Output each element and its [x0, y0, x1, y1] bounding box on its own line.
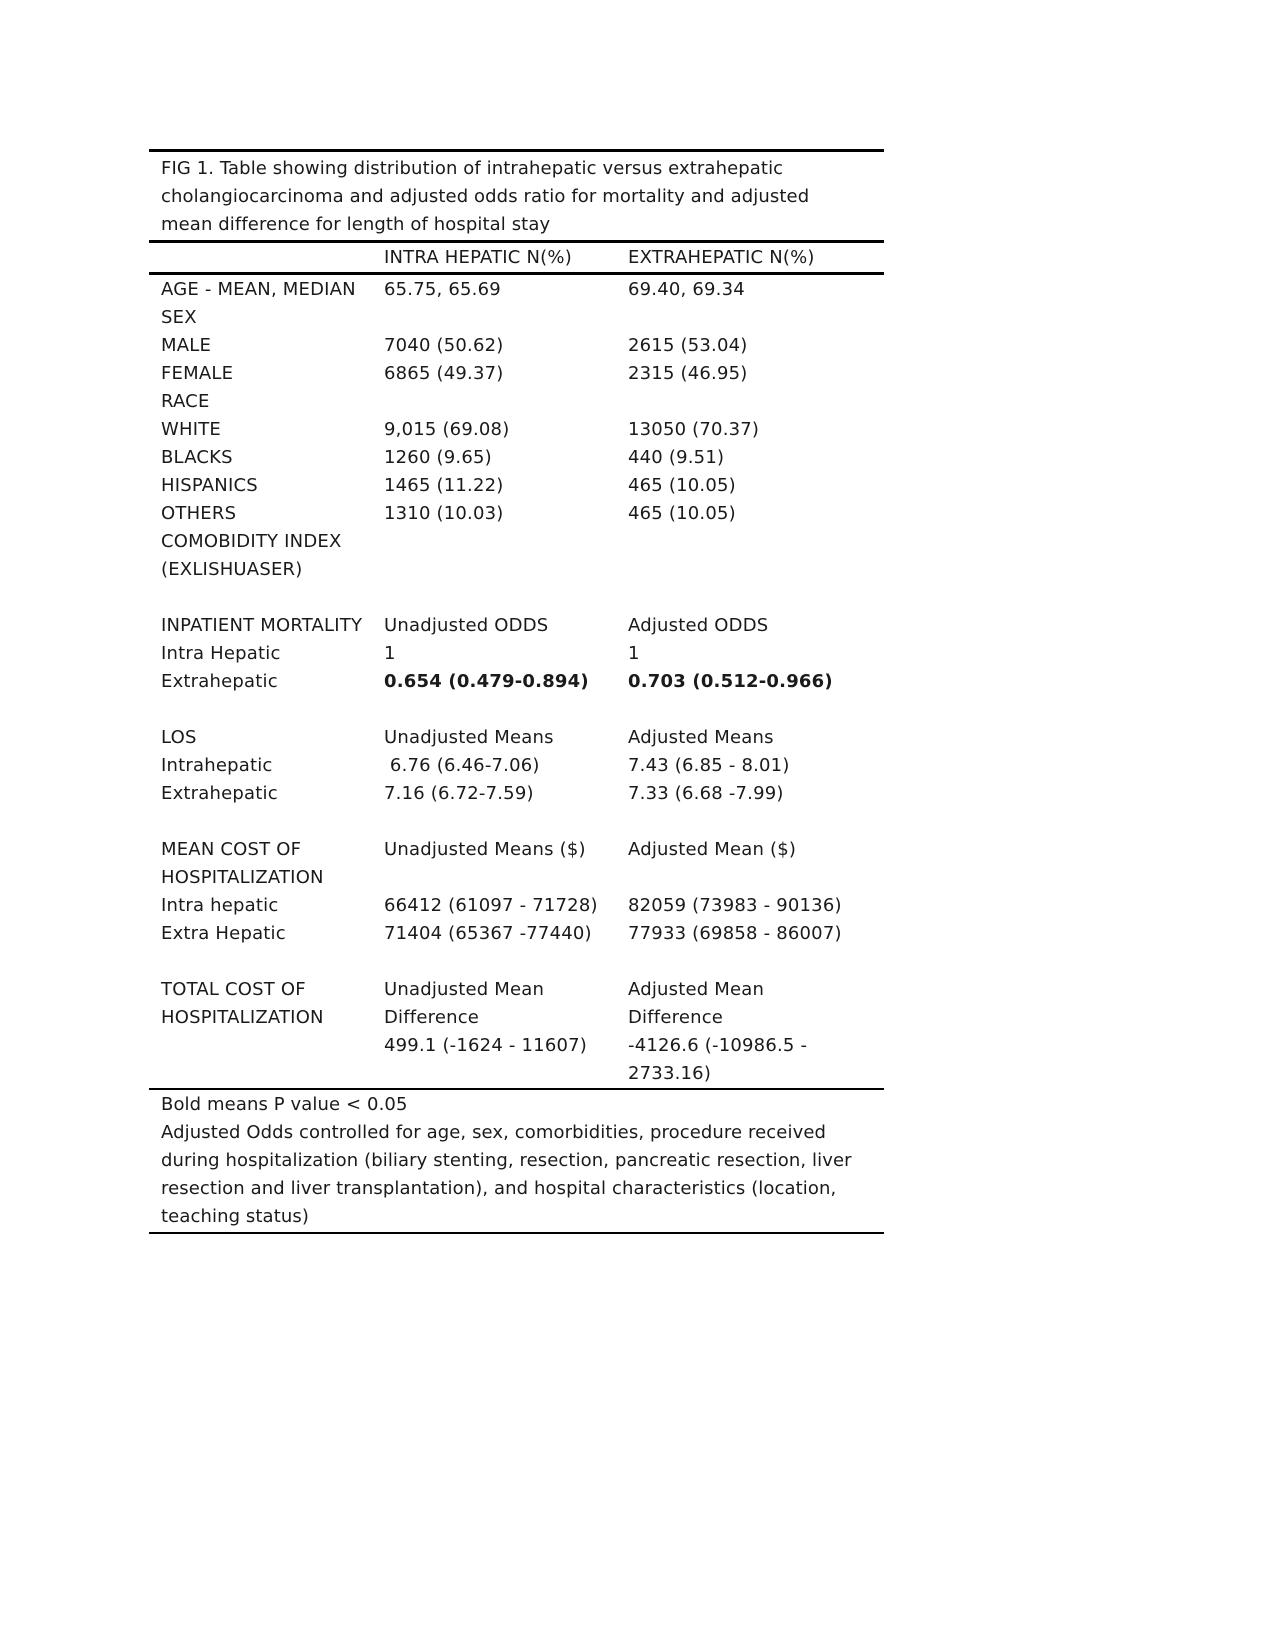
- table-cell: 465 (10.05): [628, 475, 736, 496]
- table-cell: -4126.6 (-10986.5 -: [628, 1035, 808, 1056]
- table-row: [149, 976, 884, 1004]
- table-cell: 69.40, 69.34: [628, 279, 745, 300]
- table-body: [149, 275, 884, 1088]
- table-cell: 7.43 (6.85 - 8.01): [628, 755, 790, 776]
- table-row: [149, 276, 884, 304]
- table-cell: [384, 1060, 628, 1088]
- caption-line: mean difference for length of hospital stay: [161, 214, 551, 235]
- row-label: OTHERS: [161, 503, 237, 524]
- table-cell: [628, 388, 884, 416]
- column-header: [149, 244, 384, 272]
- row-label: COMOBIDITY INDEX: [161, 531, 342, 552]
- row-label: LOS: [161, 727, 197, 748]
- row-label: INPATIENT MORTALITY: [161, 615, 363, 636]
- caption-line: cholangiocarcinoma and adjusted odds ratio for mortality and adjusted: [161, 186, 810, 207]
- table-cell: 82059 (73983 - 90136): [628, 895, 842, 916]
- column-header-row: [149, 243, 884, 272]
- table-cell: Unadjusted Means: [384, 727, 554, 748]
- table-cell: 9,015 (69.08): [384, 419, 510, 440]
- footnote-line: Bold means P value < 0.05: [161, 1094, 408, 1115]
- table-row: [149, 360, 884, 388]
- table-row: [149, 892, 884, 920]
- table-row: [149, 612, 884, 640]
- table-cell: [628, 304, 884, 332]
- row-label: Extrahepatic: [161, 783, 278, 804]
- table-cell: 7.16 (6.72-7.59): [384, 783, 534, 804]
- row-label: Extra Hepatic: [161, 923, 286, 944]
- table-cell: [384, 528, 628, 556]
- table-row: [149, 724, 884, 752]
- row-label: AGE - MEAN, MEDIAN: [161, 279, 356, 300]
- table-row: [149, 780, 884, 808]
- spacer-row: [149, 584, 884, 612]
- row-label: Extrahepatic: [161, 671, 278, 692]
- table-row: [149, 528, 884, 556]
- table-cell: 13050 (70.37): [628, 419, 760, 440]
- table-cell: 65.75, 65.69: [384, 279, 501, 300]
- table-cell: 6.76 (6.46-7.06): [384, 755, 540, 776]
- spacer-row: [149, 696, 884, 724]
- table-cell: 2315 (46.95): [628, 363, 748, 384]
- row-label: Intra Hepatic: [161, 643, 281, 664]
- table-cell: 1: [628, 643, 640, 664]
- table-row: [149, 1060, 884, 1088]
- table-cell: 1310 (10.03): [384, 503, 504, 524]
- caption-line: FIG 1. Table showing distribution of intrahepatic versus extrahepatic: [161, 158, 784, 179]
- table-cell: Unadjusted ODDS: [384, 615, 549, 636]
- table-cell: 0.654 (0.479-0.894): [384, 671, 589, 692]
- table-row: [149, 640, 884, 668]
- row-label: RACE: [161, 391, 210, 412]
- table-cell: Unadjusted Mean: [384, 979, 545, 1000]
- table-cell: [384, 556, 628, 584]
- table-row: [149, 752, 884, 780]
- table-row: [149, 500, 884, 528]
- row-label: TOTAL COST OF: [161, 979, 306, 1000]
- table-cell: Adjusted Mean ($): [628, 839, 797, 860]
- table-cell: 440 (9.51): [628, 447, 725, 468]
- table-cell: 1465 (11.22): [384, 475, 504, 496]
- table-footnote: [149, 1090, 884, 1232]
- column-header-extrahepatic: EXTRAHEPATIC N(%): [628, 247, 815, 268]
- row-label: HISPANICS: [161, 475, 258, 496]
- table-cell: 7.33 (6.68 -7.99): [628, 783, 784, 804]
- table-cell: Difference: [384, 1007, 480, 1028]
- row-label: MEAN COST OF: [161, 839, 302, 860]
- table-cell: 6865 (49.37): [384, 363, 504, 384]
- table-cell: [384, 304, 628, 332]
- table-cell: 1260 (9.65): [384, 447, 492, 468]
- row-label: [149, 1060, 384, 1088]
- table-row: [149, 304, 884, 332]
- row-label: Intra hepatic: [161, 895, 279, 916]
- footnote-line: during hospitalization (biliary stenting, resection, pancreatic resection, liver: [161, 1150, 852, 1171]
- table-cell: 71404 (65367 -77440): [384, 923, 592, 944]
- table-cell: 77933 (69858 - 86007): [628, 923, 842, 944]
- table-row: [149, 444, 884, 472]
- table-cell: 499.1 (-1624 - 11607): [384, 1035, 587, 1056]
- table-cell: Difference: [628, 1007, 724, 1028]
- table-row: [149, 836, 884, 864]
- column-header-intrahepatic: INTRA HEPATIC N(%): [384, 247, 572, 268]
- footnote-line: teaching status): [161, 1206, 309, 1227]
- row-label: SEX: [161, 307, 197, 328]
- table-row: [149, 864, 884, 892]
- row-label: WHITE: [161, 419, 222, 440]
- table-cell: 1: [384, 643, 396, 664]
- row-label: Intrahepatic: [161, 755, 273, 776]
- table-row: [149, 416, 884, 444]
- table-row: [149, 332, 884, 360]
- bottom-rule: [149, 1232, 884, 1234]
- table-row: [149, 472, 884, 500]
- table-figure: [149, 149, 884, 1234]
- table-cell: 66412 (61097 - 71728): [384, 895, 598, 916]
- spacer-row: [149, 808, 884, 836]
- table-cell: 465 (10.05): [628, 503, 736, 524]
- row-label: [149, 1032, 384, 1060]
- table-cell: [628, 556, 884, 584]
- footnote-line: Adjusted Odds controlled for age, sex, comorbidities, procedure received: [161, 1122, 827, 1143]
- table-cell: Adjusted Mean: [628, 979, 765, 1000]
- table-cell: 7040 (50.62): [384, 335, 504, 356]
- table-row: [149, 1004, 884, 1032]
- table-cell: Adjusted Means: [628, 727, 774, 748]
- table-row: [149, 388, 884, 416]
- table-cell: [384, 864, 628, 892]
- table-cell: 0.703 (0.512-0.966): [628, 671, 833, 692]
- row-label: HOSPITALIZATION: [161, 867, 324, 888]
- row-label: MALE: [161, 335, 212, 356]
- row-label: BLACKS: [161, 447, 233, 468]
- table-cell: [628, 528, 884, 556]
- table-row: [149, 920, 884, 948]
- table-cell: Adjusted ODDS: [628, 615, 769, 636]
- footnote-line: resection and liver transplantation), and hospital characteristics (location,: [161, 1178, 837, 1199]
- row-label: (EXLISHUASER): [161, 559, 303, 580]
- table-row: [149, 1032, 884, 1060]
- table-row: [149, 668, 884, 696]
- table-caption: [149, 152, 884, 240]
- table-cell: 2733.16): [628, 1063, 712, 1084]
- table-cell: [384, 388, 628, 416]
- row-label: HOSPITALIZATION: [161, 1007, 324, 1028]
- table-cell: 2615 (53.04): [628, 335, 748, 356]
- table-cell: Unadjusted Means ($): [384, 839, 586, 860]
- table-cell: [628, 864, 884, 892]
- spacer-row: [149, 948, 884, 976]
- table-row: [149, 556, 884, 584]
- row-label: FEMALE: [161, 363, 234, 384]
